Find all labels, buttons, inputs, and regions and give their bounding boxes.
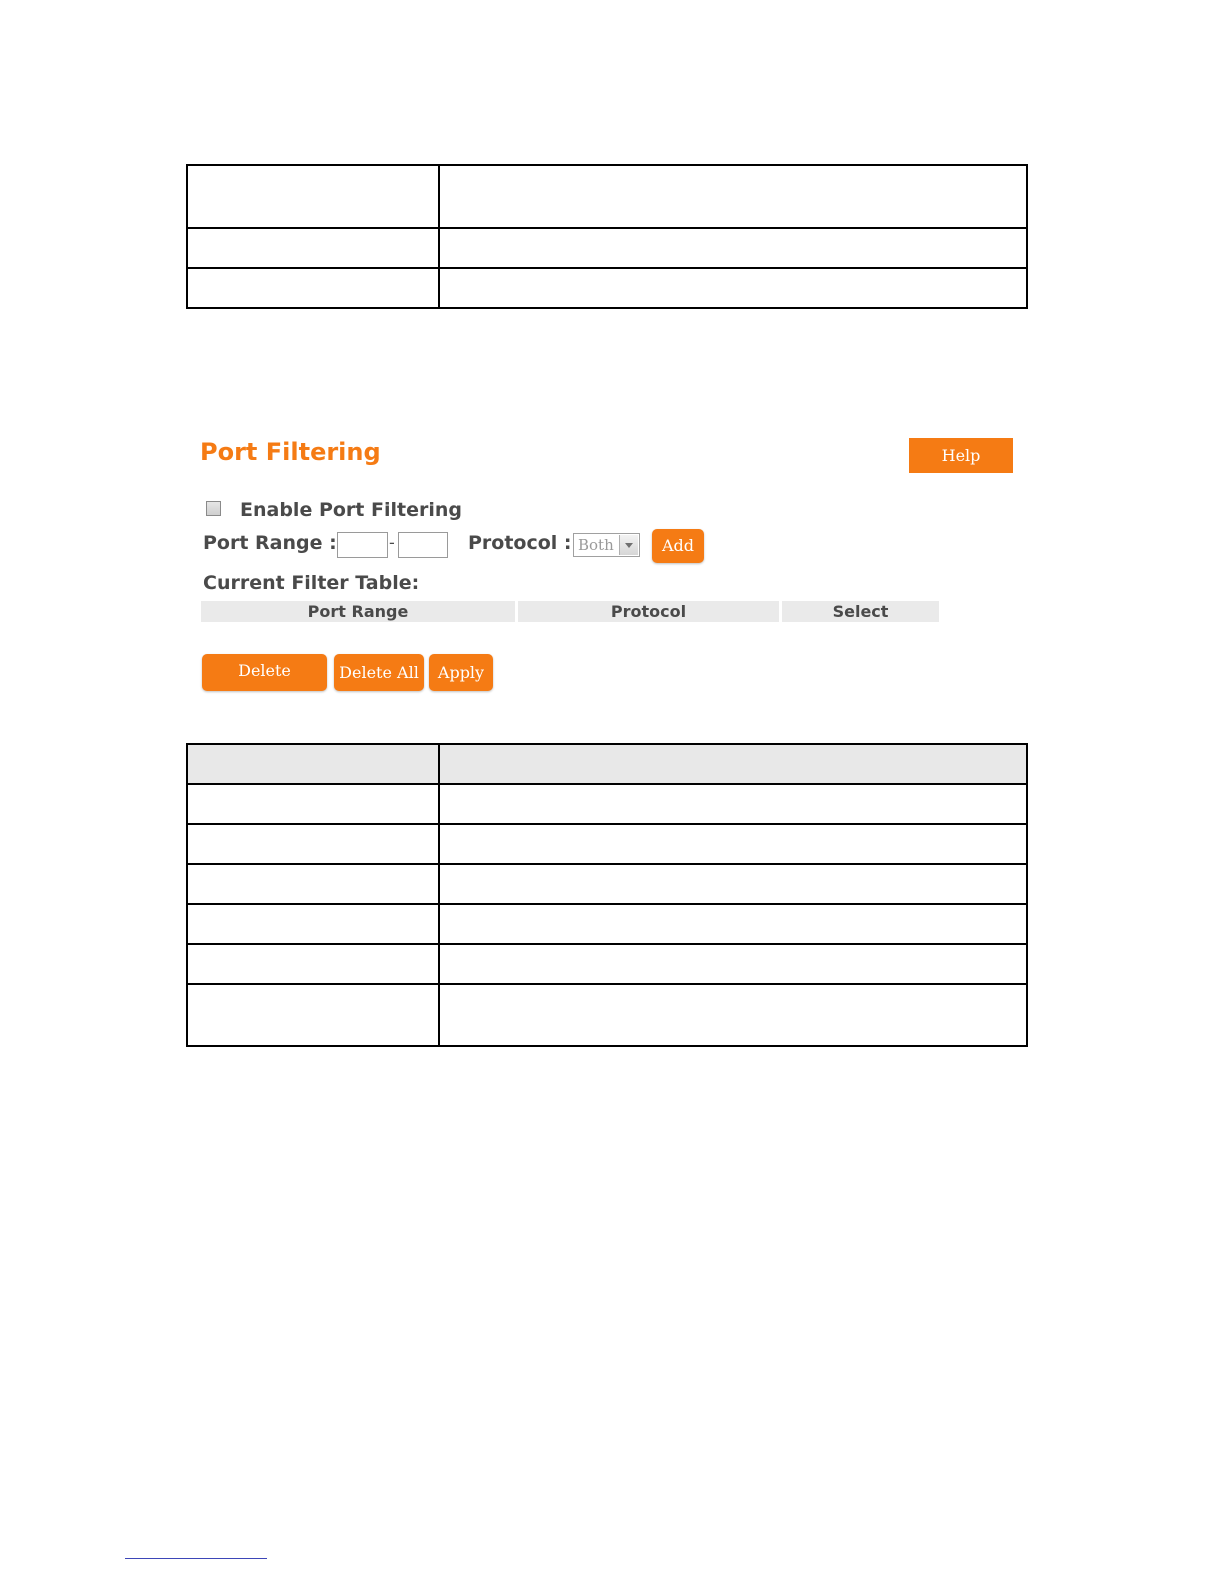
table-cell [187, 268, 439, 308]
protocol-select-value: Both [578, 536, 614, 554]
port-range-separator: - [389, 533, 395, 552]
table-cell [439, 824, 1027, 864]
delete-selected-button[interactable]: Delete Selected [202, 654, 327, 691]
apply-button[interactable]: Apply [429, 654, 493, 691]
page-title: Port Filtering [200, 438, 381, 466]
add-button[interactable]: Add [652, 529, 704, 563]
table-cell [439, 228, 1027, 268]
port-range-start-input[interactable] [337, 532, 388, 558]
enable-port-filtering-checkbox[interactable] [206, 501, 221, 516]
table-cell [439, 784, 1027, 824]
table-cell [439, 944, 1027, 984]
chevron-down-icon[interactable] [619, 535, 638, 555]
delete-all-button[interactable]: Delete All [334, 654, 424, 691]
table-header-cell [187, 744, 439, 784]
port-range-label: Port Range : [203, 532, 337, 554]
footer-link-underline [125, 1558, 267, 1559]
protocol-select[interactable] [573, 533, 640, 557]
document-table-bottom [186, 743, 1028, 1047]
table-cell [439, 864, 1027, 904]
table-cell [187, 984, 439, 1046]
table-cell [439, 165, 1027, 228]
table-header-port-range: Port Range [201, 601, 515, 622]
table-cell [187, 824, 439, 864]
table-cell [187, 165, 439, 228]
port-range-end-input[interactable] [398, 532, 448, 558]
table-header-select: Select [782, 601, 939, 622]
help-button[interactable]: Help [909, 438, 1013, 473]
protocol-label: Protocol : [468, 532, 572, 554]
current-filter-table-label: Current Filter Table: [203, 572, 420, 594]
table-cell [439, 904, 1027, 944]
table-cell [187, 904, 439, 944]
table-cell [439, 984, 1027, 1046]
table-cell [187, 784, 439, 824]
table-cell [187, 944, 439, 984]
document-table-top [186, 164, 1028, 309]
table-header-protocol: Protocol [518, 601, 779, 622]
table-header-cell [439, 744, 1027, 784]
table-cell [187, 864, 439, 904]
enable-port-filtering-label: Enable Port Filtering [240, 499, 462, 521]
table-cell [439, 268, 1027, 308]
table-cell [187, 228, 439, 268]
